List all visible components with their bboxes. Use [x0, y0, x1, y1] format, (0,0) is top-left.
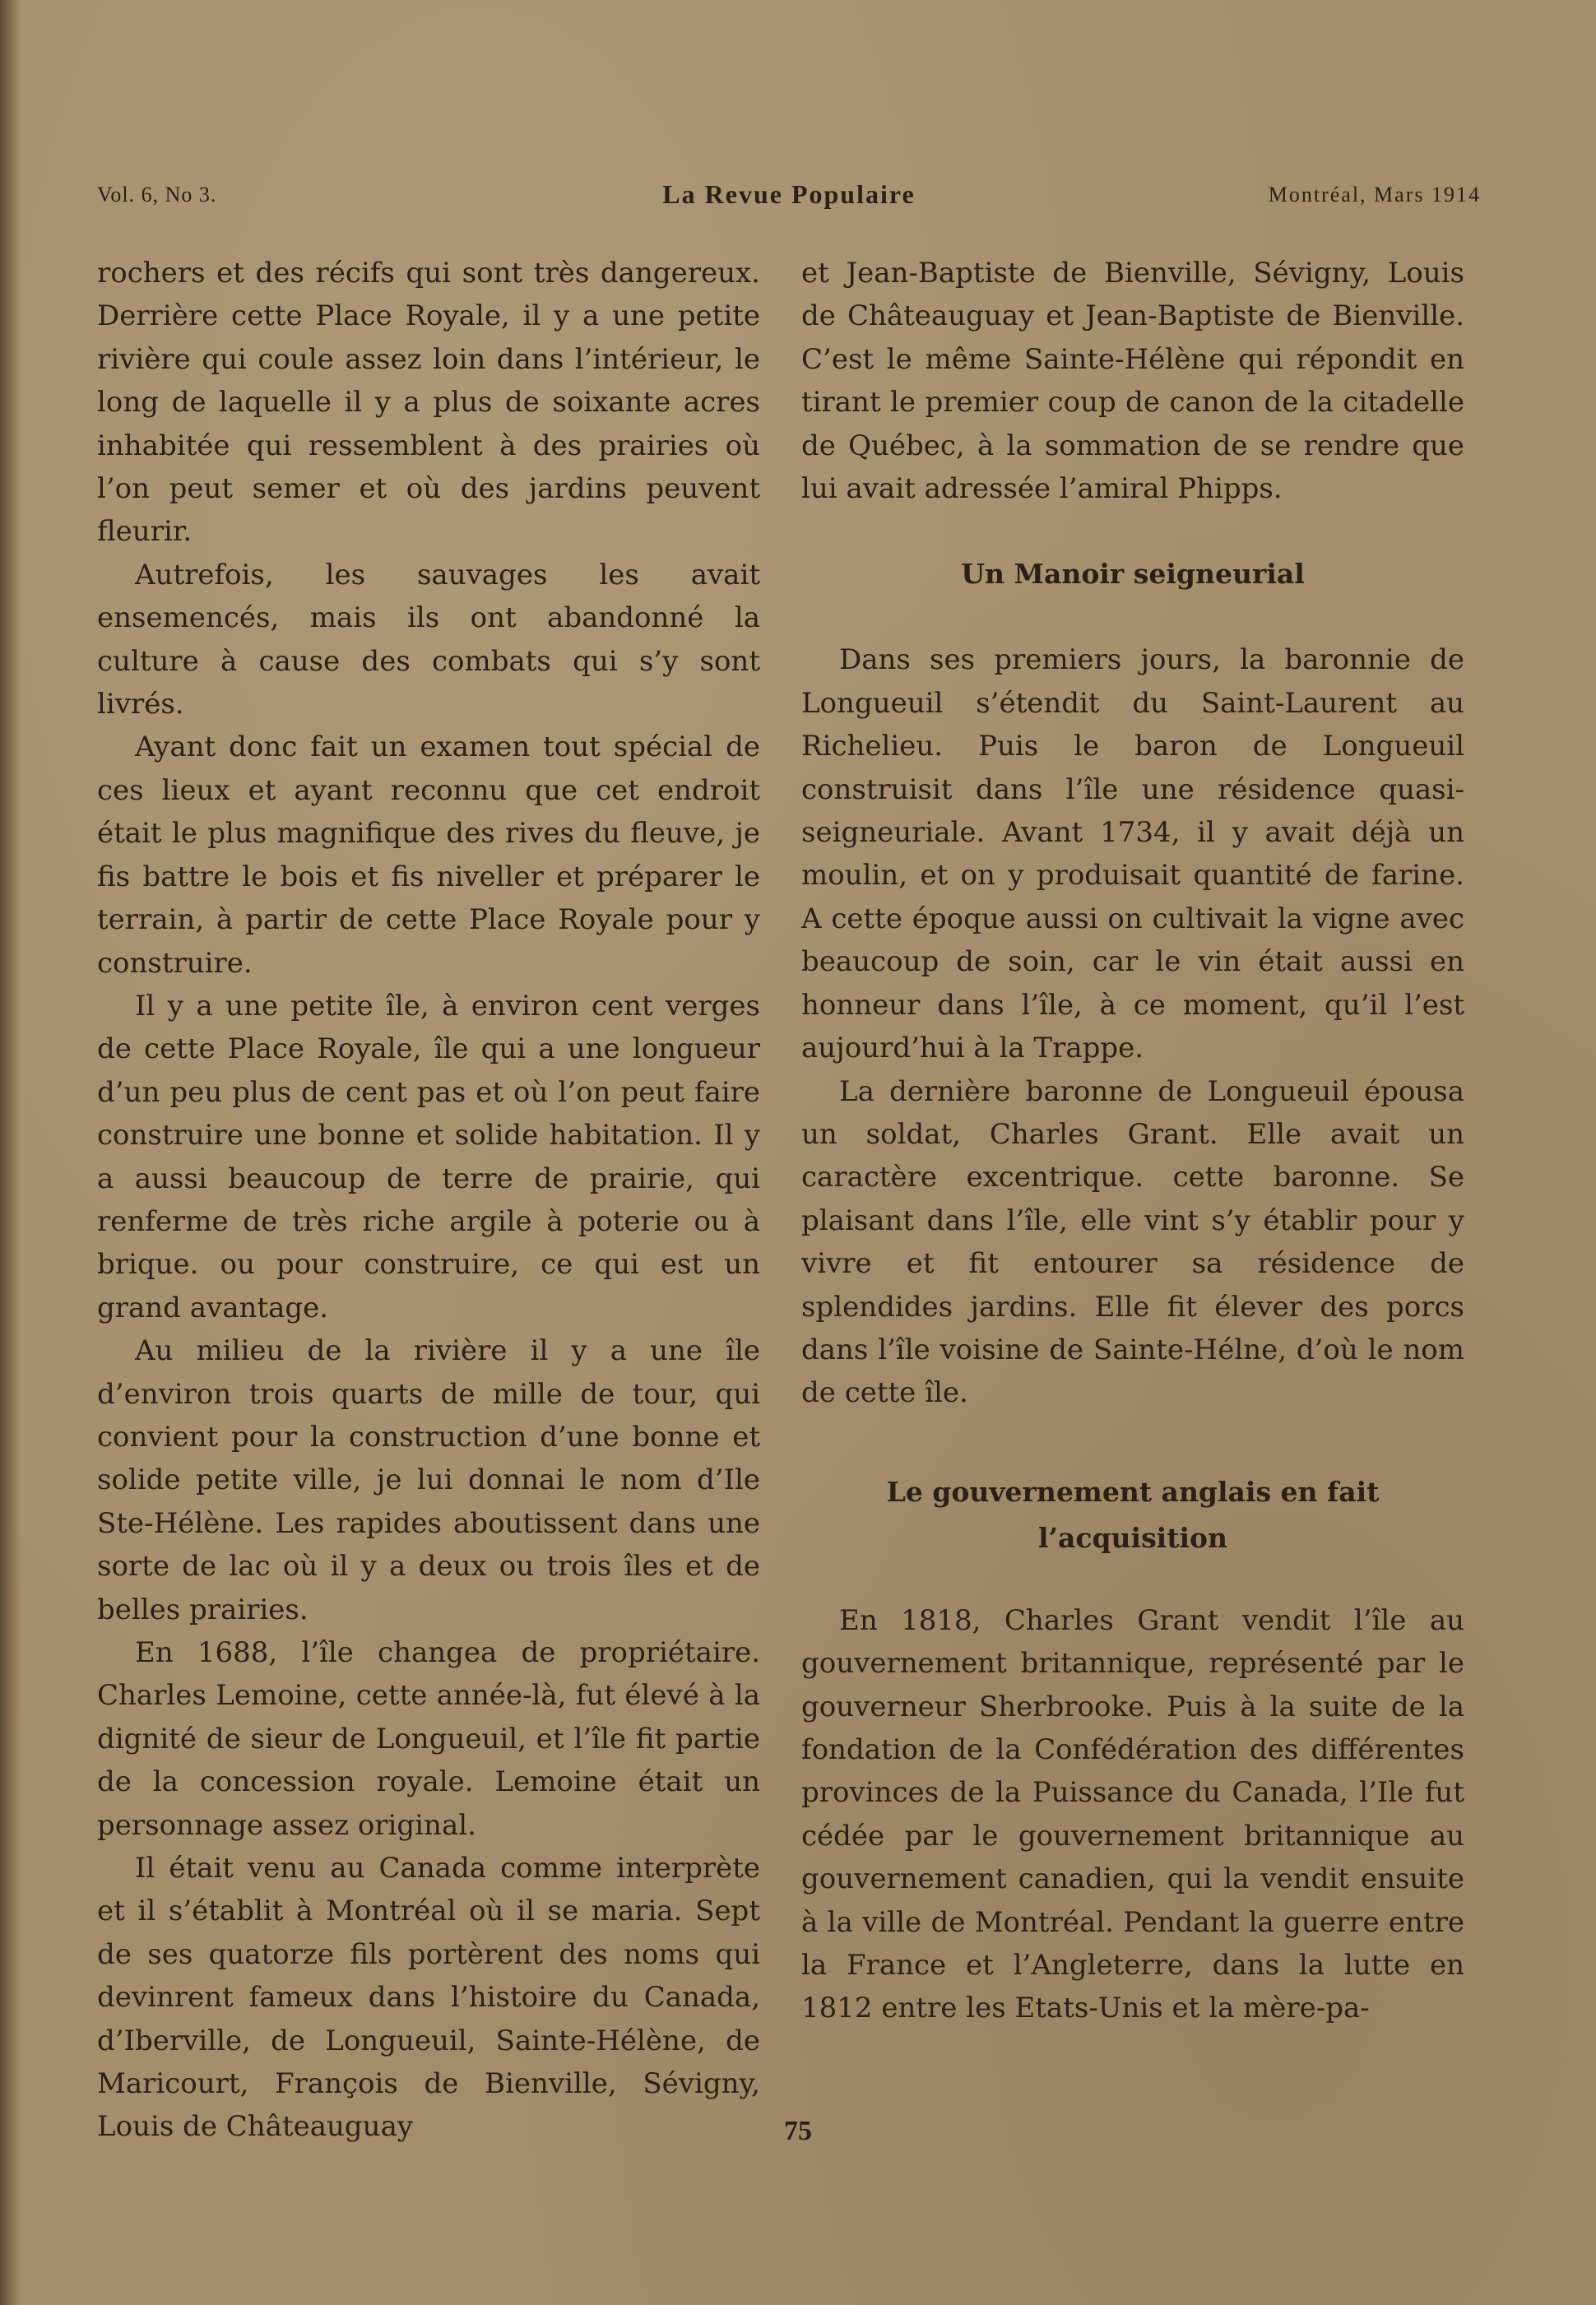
left-paragraph-6: En 1688, l’île changea de propriétaire. Charles Lemoine, cette année-là, fut élevé à la dignité de sieur de Longueuil, et l’île fit partie de la concession royale. Lemoine était un personnage assez original. [97, 1636, 760, 1842]
right-paragraph-3: La dernière baronne de Longueuil épousa un soldat, Charles Grant. Elle avait un caractère excentrique. cette baronne. Se plaisant dans l’île, elle vint s’y établir pour y vivre et fit entourer sa résidence de splendides jardins. Elle fit élever des porcs dans l’île voisine de Sainte-Hélne, d’où le nom de cette île. [801, 1074, 1464, 1410]
left-paragraph-7: Il était venu au Canada comme interprète et il s’établit à Montréal où il se maria. Sept de ses quatorze fils portèrent des noms qui devinrent fameux dans l’histoire du Canada, d’Iberville, de Longueuil, Sainte-Hélène, de Maricourt, François de Bienville, Sévigny, Louis de Châteauguay [97, 1852, 760, 2144]
section-heading-manoir: Un Manoir seigneurial [961, 558, 1305, 591]
section-heading-gouvernement: Le gouvernement anglais en fait l’acquisition [886, 1475, 1380, 1554]
spacer [801, 1415, 1464, 1469]
right-paragraph-1: et Jean-Baptiste de Bienville, Sévigny, Louis de Châteauguay et Jean-Baptiste de Bienville. C’est le même Sainte-Hélène qui répondit en tirant le premier coup de canon de la citadelle de Québec, à la sommation de se rendre que lui avait adressée l’amiral Phipps. [801, 257, 1464, 506]
right-paragraph-2: Dans ses premiers jours, la baronnie de Longueuil s’étendit du Saint-Laurent au Richelieu. Puis le baron de Longueuil construisit dans l’île une résidence quasi-seigneuriale. Avant 1734, il y avait déjà un moulin, et on y produisait quantité de farine. A cette époque aussi on cultivait la vigne avec beaucoup de soin, car le vin était aussi en honneur dans l’île, à ce moment, qu’il l’est aujourd’hui à la Trappe. [801, 643, 1464, 1065]
page-number: 75 [784, 2116, 812, 2146]
header-volume: Vol. 6, No 3. [97, 183, 217, 206]
left-column [97, 252, 760, 2149]
header-date: Montréal, Mars 1914 [1268, 183, 1481, 206]
spacer [801, 597, 1464, 638]
left-paragraph-3: Ayant donc fait un examen tout spécial de ces lieux et ayant reconnu que cet endroit était le plus magnifique des rives du fleuve, je fis battre le bois et fis niveller et préparer le terrain, à partir de cette Place Royale pour y construire. [97, 730, 760, 980]
left-paragraph-5: Au milieu de la rivière il y a une île d’environ trois quarts de mille de tour, qui convient pour la construction d’une bonne et solide petite ville, je lui donnai le nom d’Ile Ste-Hélène. Les rapides aboutissent dans une sorte de lac où il y a deux ou trois îles et de belles prairies. [97, 1334, 760, 1626]
right-column [801, 252, 1464, 2030]
left-paragraph-2: Autrefois, les sauvages les avait ensemencés, mais ils ont abandonné la culture à cause des combats qui s’y sont livrés. [97, 558, 760, 721]
right-paragraph-4: En 1818, Charles Grant vendit l’île au gouvernement britannique, représenté par le gouverneur Sherbrooke. Puis à la suite de la fondation de la Confédération des différentes provinces de la Puissance du Canada, l’Ile fut cédée par le gouvernement britannique au gouvernement canadien, qui la vendit ensuite à la ville de Montréal. Pendant la guerre entre la France et l’Angleterre, dans la lutte en 1812 entre les Etats-Unis et la mère-pa- [801, 1603, 1464, 2025]
spacer [801, 510, 1464, 551]
page-binding-edge [0, 0, 21, 2305]
left-paragraph-1: rochers et des récifs qui sont très dangereux. Derrière cette Place Royale, il y a une petite rivière qui coule assez loin dans l’intérieur, le long de laquelle il y a plus de soixante acres inhabitée qui ressemblent à des prairies où l’on peut semer et où des jardins peuvent fleurir. [97, 257, 760, 549]
spacer [801, 1561, 1464, 1599]
running-header [97, 179, 1481, 216]
left-paragraph-4: Il y a une petite île, à environ cent verges de cette Place Royale, île qui a une longueur d’un peu plus de cent pas et où l’on peut faire construire une bonne et solide habitation. Il y a aussi beaucoup de terre de prairie, qui renferme de très riche argile à poterie ou à brique. ou pour construire, ce qui est un grand avantage. [97, 989, 760, 1324]
header-journal-title: La Revue Populaire [662, 179, 916, 209]
